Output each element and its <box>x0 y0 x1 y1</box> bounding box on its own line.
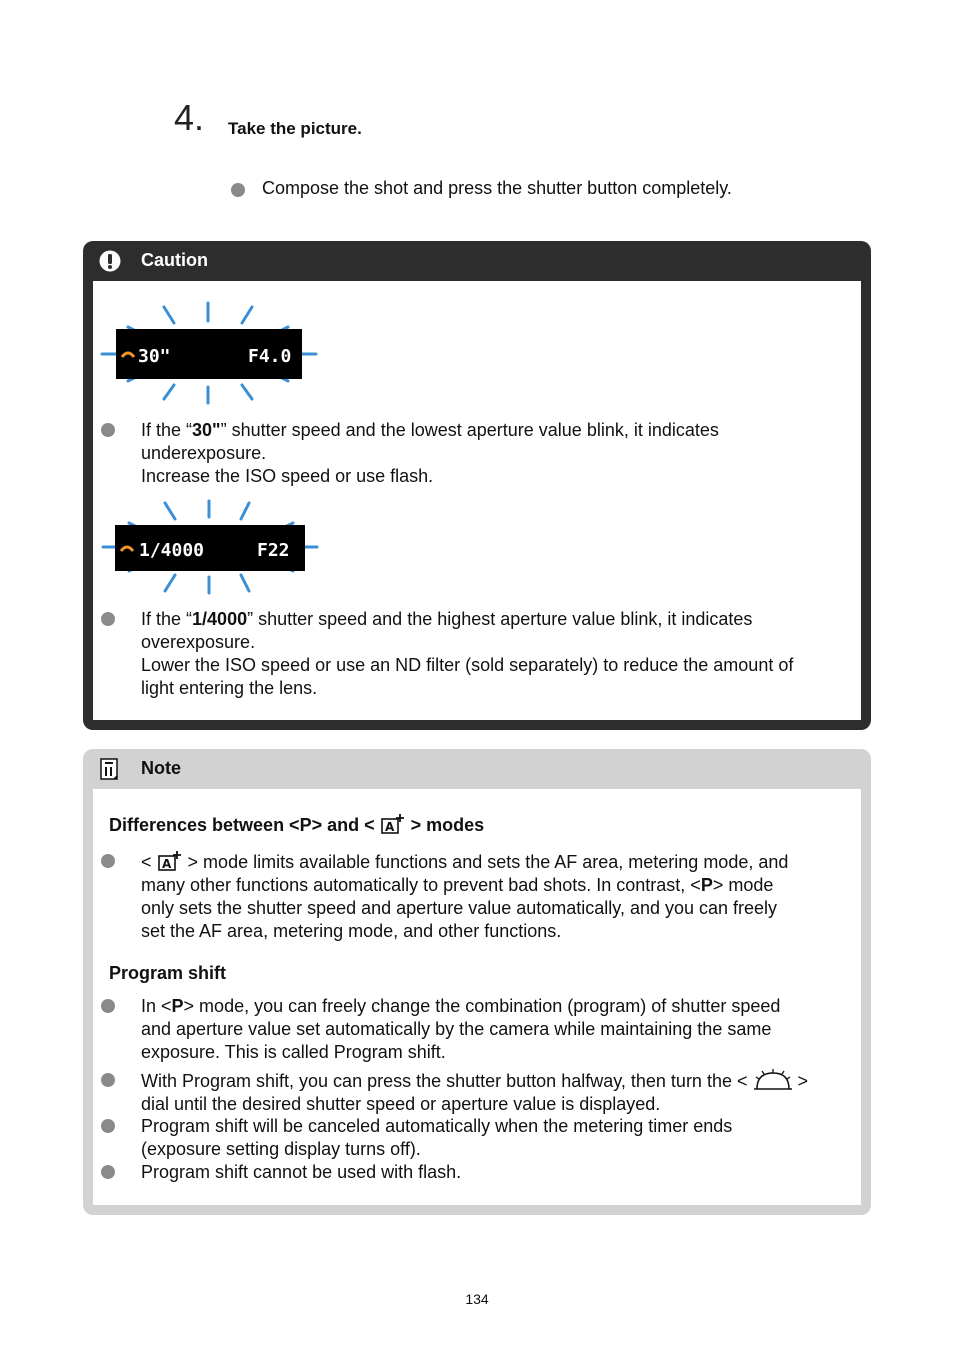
bullet-icon <box>101 612 115 626</box>
lcd-aperture-value: F22 <box>257 540 290 561</box>
note-icon <box>100 758 120 782</box>
note-content <box>93 789 861 1205</box>
lcd-underexposure-illustration <box>98 299 320 405</box>
note-paragraph-mode-differences: < A > mode limits available functions and sets the AF area, metering mode, and many other functions automatically to prevent bad shots. In contrast, <P> mode only sets the shutter speed and aperture value automatically, and you can freely set the AF area, metering mode, and other functions. <box>141 852 789 941</box>
step-number: 4. <box>174 97 205 138</box>
caution-paragraph-overexposure: If the “1/4000” shutter speed and the highest aperture value blink, it indicates overexposure. Lower the ISO speed or use an ND filter (sold separately) to reduce the amount of light entering the lens. <box>141 609 794 698</box>
svg-text:A: A <box>384 820 394 834</box>
note-paragraph-flash: Program shift cannot be used with flash. <box>141 1162 462 1182</box>
caution-content <box>93 281 861 720</box>
scene-intelligent-auto-icon <box>157 850 183 872</box>
note-title: Note <box>141 758 181 778</box>
caution-title: Caution <box>141 250 208 270</box>
bullet-icon <box>101 1119 115 1133</box>
note-paragraph-dial: With Program shift, you can press the shutter button halfway, then turn the < > dial until the desired shutter speed or aperture value is displayed. <box>141 1071 809 1114</box>
caution-icon <box>99 250 121 272</box>
bullet-icon <box>101 854 115 868</box>
lcd-overexposure-illustration <box>99 497 321 597</box>
step-bullet-text: Compose the shot and press the shutter button completely. <box>262 178 732 198</box>
bullet-icon <box>101 423 115 437</box>
caution-box <box>83 241 871 730</box>
scene-intelligent-auto-icon <box>380 813 406 835</box>
lcd-aperture-value: F4.0 <box>248 346 292 367</box>
note-heading-program-shift: Program shift <box>109 963 227 983</box>
lcd-shutter-value: 30" <box>138 346 171 367</box>
note-paragraph-metering-timer: Program shift will be canceled automatically when the metering timer ends (exposure setting display turns off). <box>141 1116 733 1159</box>
step-title: Take the picture. <box>228 119 362 138</box>
note-box <box>83 749 871 1215</box>
bullet-icon <box>101 1165 115 1179</box>
note-heading-mode-differences: Differences between <P> and < A > modes <box>109 815 485 835</box>
svg-text:A: A <box>161 857 171 871</box>
note-paragraph-program-shift: In <P> mode, you can freely change the combination (program) of shutter speed and aperture value set automatically by the camera while maintaining the same exposure. This is called Program shift. <box>141 996 781 1062</box>
lcd-shutter-value: 1/4000 <box>139 540 205 561</box>
bullet-icon <box>231 183 245 197</box>
caution-paragraph-underexposure: If the “30"” shutter speed and the lowest aperture value blink, it indicates underexposure. Increase the ISO speed or use flash. <box>141 420 719 486</box>
main-dial-icon <box>753 1069 793 1091</box>
page-number: 134 <box>465 1291 489 1307</box>
bullet-icon <box>101 999 115 1013</box>
bullet-icon <box>101 1073 115 1087</box>
